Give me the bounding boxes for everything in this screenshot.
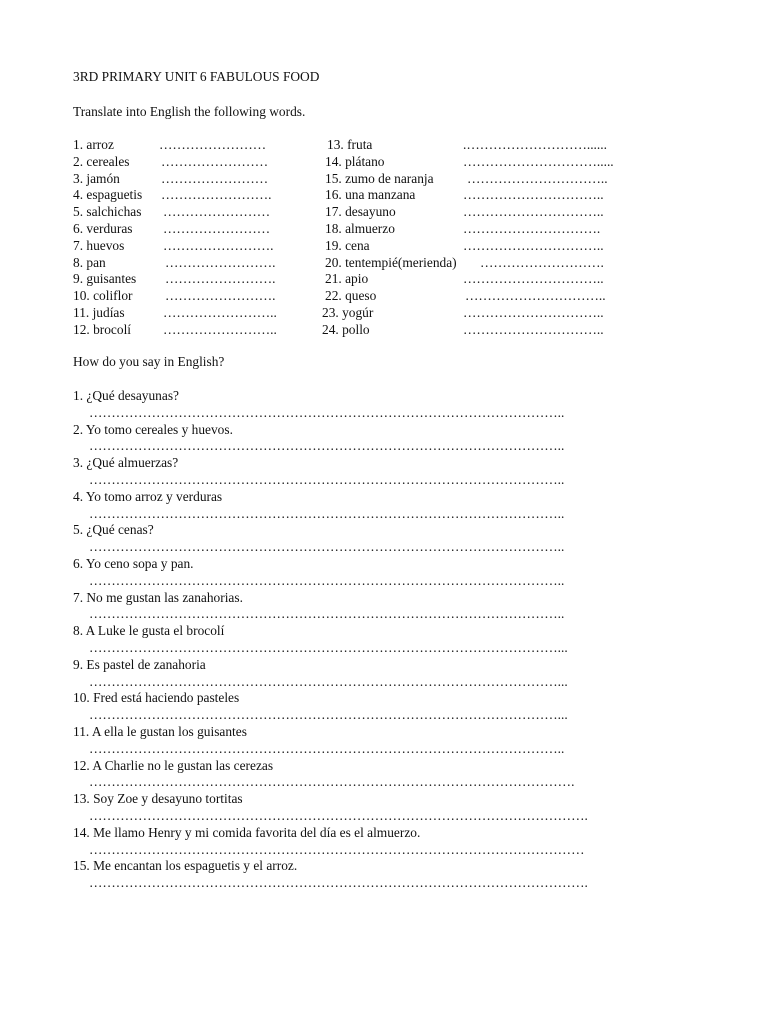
vocab-row <box>73 322 673 339</box>
sentence-item <box>73 724 673 758</box>
vocab-word: 9. guisantes <box>73 271 137 287</box>
answer-blank[interactable]: …………………….. <box>163 304 277 320</box>
answer-line[interactable]: …………………………………………………………………………………………………. <box>89 807 588 823</box>
answer-blank[interactable]: ………………………….. <box>463 204 604 220</box>
answer-blank[interactable]: ………………………….. <box>467 170 608 186</box>
vocabulary-list <box>73 137 673 339</box>
sentence-prompt: 11. A ella le gustan los guisantes <box>73 723 247 739</box>
answer-line[interactable]: ………………………………………………………………………………………………… <box>89 841 585 857</box>
sentence-list <box>73 388 673 892</box>
vocab-row <box>73 154 673 171</box>
answer-blank[interactable]: .………………………...... <box>463 137 607 152</box>
vocab-word: 2. cereales <box>73 153 130 169</box>
vocab-row <box>73 255 673 272</box>
sentence-prompt: 7. No me gustan las zanahorias. <box>73 589 243 605</box>
sentence-item <box>73 556 673 590</box>
vocab-word: 3. jamón <box>73 170 120 186</box>
vocab-word: 16. una manzana <box>325 187 416 203</box>
sentence-prompt: 15. Me encantan los espaguetis y el arroz. <box>73 858 298 874</box>
answer-blank[interactable]: ………………………….. <box>463 237 604 253</box>
vocab-word: 6. verduras <box>73 220 133 236</box>
sentence-prompt: 3. ¿Qué almuerzas? <box>73 455 179 471</box>
sentence-item <box>73 657 673 691</box>
vocab-row <box>73 238 673 255</box>
vocab-word: 13. fruta <box>327 137 373 152</box>
sentence-item <box>73 690 673 724</box>
answer-blank[interactable]: …………………… <box>161 170 269 186</box>
answer-line[interactable]: …………………………………………………………………………………………….. <box>89 505 565 521</box>
sentence-prompt: 1. ¿Qué desayunas? <box>73 388 179 403</box>
vocab-row <box>73 271 673 288</box>
answer-line[interactable]: …………………………………………………………………………………………….. <box>89 572 565 588</box>
sentence-item <box>73 590 673 624</box>
vocab-word: 24. pollo <box>322 321 370 337</box>
answer-blank[interactable]: …………………… <box>159 137 267 152</box>
answer-blank[interactable]: ……………………. <box>161 187 272 203</box>
vocab-word: 23. yogúr <box>322 304 374 320</box>
answer-blank[interactable]: …………………… <box>161 153 269 169</box>
vocab-word: 4. espaguetis <box>73 187 143 203</box>
vocab-word: 14. plátano <box>325 153 385 169</box>
answer-blank[interactable]: …………………… <box>163 204 271 220</box>
answer-blank[interactable]: ………………………….. <box>463 321 604 337</box>
vocab-word: 15. zumo de naranja <box>325 170 434 186</box>
sentence-prompt: 10. Fred está haciendo pasteles <box>73 690 240 706</box>
answer-blank[interactable]: ……………………. <box>165 271 276 287</box>
vocab-word: 21. apio <box>325 271 369 287</box>
translate-instruction: Translate into English the following words. <box>73 104 306 119</box>
worksheet-title: 3RD PRIMARY UNIT 6 FABULOUS FOOD <box>73 69 320 84</box>
answer-blank[interactable]: …………………………..... <box>463 153 614 169</box>
sentence-prompt: 5. ¿Qué cenas? <box>73 522 154 538</box>
answer-blank[interactable]: …………………………. <box>463 220 601 236</box>
answer-blank[interactable]: ……………………. <box>165 254 276 270</box>
answer-blank[interactable]: …………………….. <box>163 321 277 337</box>
sentence-item <box>73 858 673 892</box>
sentence-item <box>73 422 673 456</box>
sentence-prompt: 9. Es pastel de zanahoria <box>73 656 206 672</box>
vocab-row <box>73 187 673 204</box>
vocab-word: 18. almuerzo <box>325 220 395 236</box>
sentence-item <box>73 455 673 489</box>
answer-blank[interactable]: ……………………. <box>165 288 276 304</box>
sentence-item <box>73 522 673 556</box>
answer-blank[interactable]: ………………………….. <box>463 304 604 320</box>
sentence-prompt: 4. Yo tomo arroz y verduras <box>73 488 223 504</box>
answer-blank[interactable]: ………………………. <box>480 254 604 270</box>
sentence-prompt: 12. A Charlie no le gustan las cerezas <box>73 757 274 773</box>
vocab-row <box>73 288 673 305</box>
answer-blank[interactable]: ………………………….. <box>463 187 604 203</box>
vocab-word: 7. huevos <box>73 237 125 253</box>
sentence-prompt: 8. A Luke le gusta el brocolí <box>73 623 225 639</box>
vocab-word: 10. coliflor <box>73 288 133 304</box>
vocab-word: 17. desayuno <box>325 204 396 220</box>
vocab-row <box>73 137 673 154</box>
answer-line[interactable]: …………………………………………………………………………………………….. <box>89 539 565 555</box>
vocab-row <box>73 204 673 221</box>
answer-line[interactable]: ……………………………………………………………………………………………... <box>89 707 568 723</box>
vocab-row <box>73 171 673 188</box>
answer-line[interactable]: …………………………………………………………………………………………….. <box>89 438 565 454</box>
answer-line[interactable]: …………………………………………………………………………………………….. <box>89 404 565 420</box>
answer-line[interactable]: …………………………………………………………………………………………….. <box>89 471 565 487</box>
answer-blank[interactable]: …………………… <box>163 220 271 236</box>
vocab-word: 12. brocolí <box>73 321 132 337</box>
sentence-item <box>73 388 673 422</box>
vocab-word: 19. cena <box>325 237 370 253</box>
answer-line[interactable]: ……………………………………………………………………………………………... <box>89 639 568 655</box>
vocab-word: 20. tentempié(merienda) <box>325 254 457 270</box>
answer-blank[interactable]: ……………………. <box>163 237 274 253</box>
vocab-word: 8. pan <box>73 254 106 270</box>
vocab-word: 5. salchichas <box>73 204 142 220</box>
sentence-prompt: 13. Soy Zoe y desayuno tortitas <box>73 791 243 807</box>
vocab-word: 22. queso <box>325 288 377 304</box>
answer-line[interactable]: …………………………………………………………………………………………….. <box>89 606 565 622</box>
sentence-prompt: 14. Me llamo Henry y mi comida favorita del día es el almuerzo. <box>73 824 421 840</box>
vocab-word: 1. arroz <box>73 137 114 152</box>
sentence-item <box>73 758 673 792</box>
sentence-item <box>73 623 673 657</box>
vocab-row <box>73 305 673 322</box>
sentence-item <box>73 489 673 523</box>
answer-line[interactable]: ……………………………………………………………………………………………... <box>89 673 568 689</box>
answer-blank[interactable]: ………………………….. <box>465 288 606 304</box>
answer-blank[interactable]: ………………………….. <box>463 271 604 287</box>
vocab-row <box>73 221 673 238</box>
answer-line[interactable]: …………………………………………………………………………………………………. <box>89 875 588 891</box>
sentence-prompt: 6. Yo ceno sopa y pan. <box>73 555 194 571</box>
say-instruction: How do you say in English? <box>73 354 225 369</box>
answer-line[interactable]: ………………………………………………………………………………………………. <box>89 774 575 790</box>
vocab-word: 11. judías <box>73 304 125 320</box>
sentence-item <box>73 791 673 825</box>
answer-line[interactable]: …………………………………………………………………………………………….. <box>89 740 565 756</box>
sentence-item <box>73 825 673 859</box>
sentence-prompt: 2. Yo tomo cereales y huevos. <box>73 421 233 437</box>
